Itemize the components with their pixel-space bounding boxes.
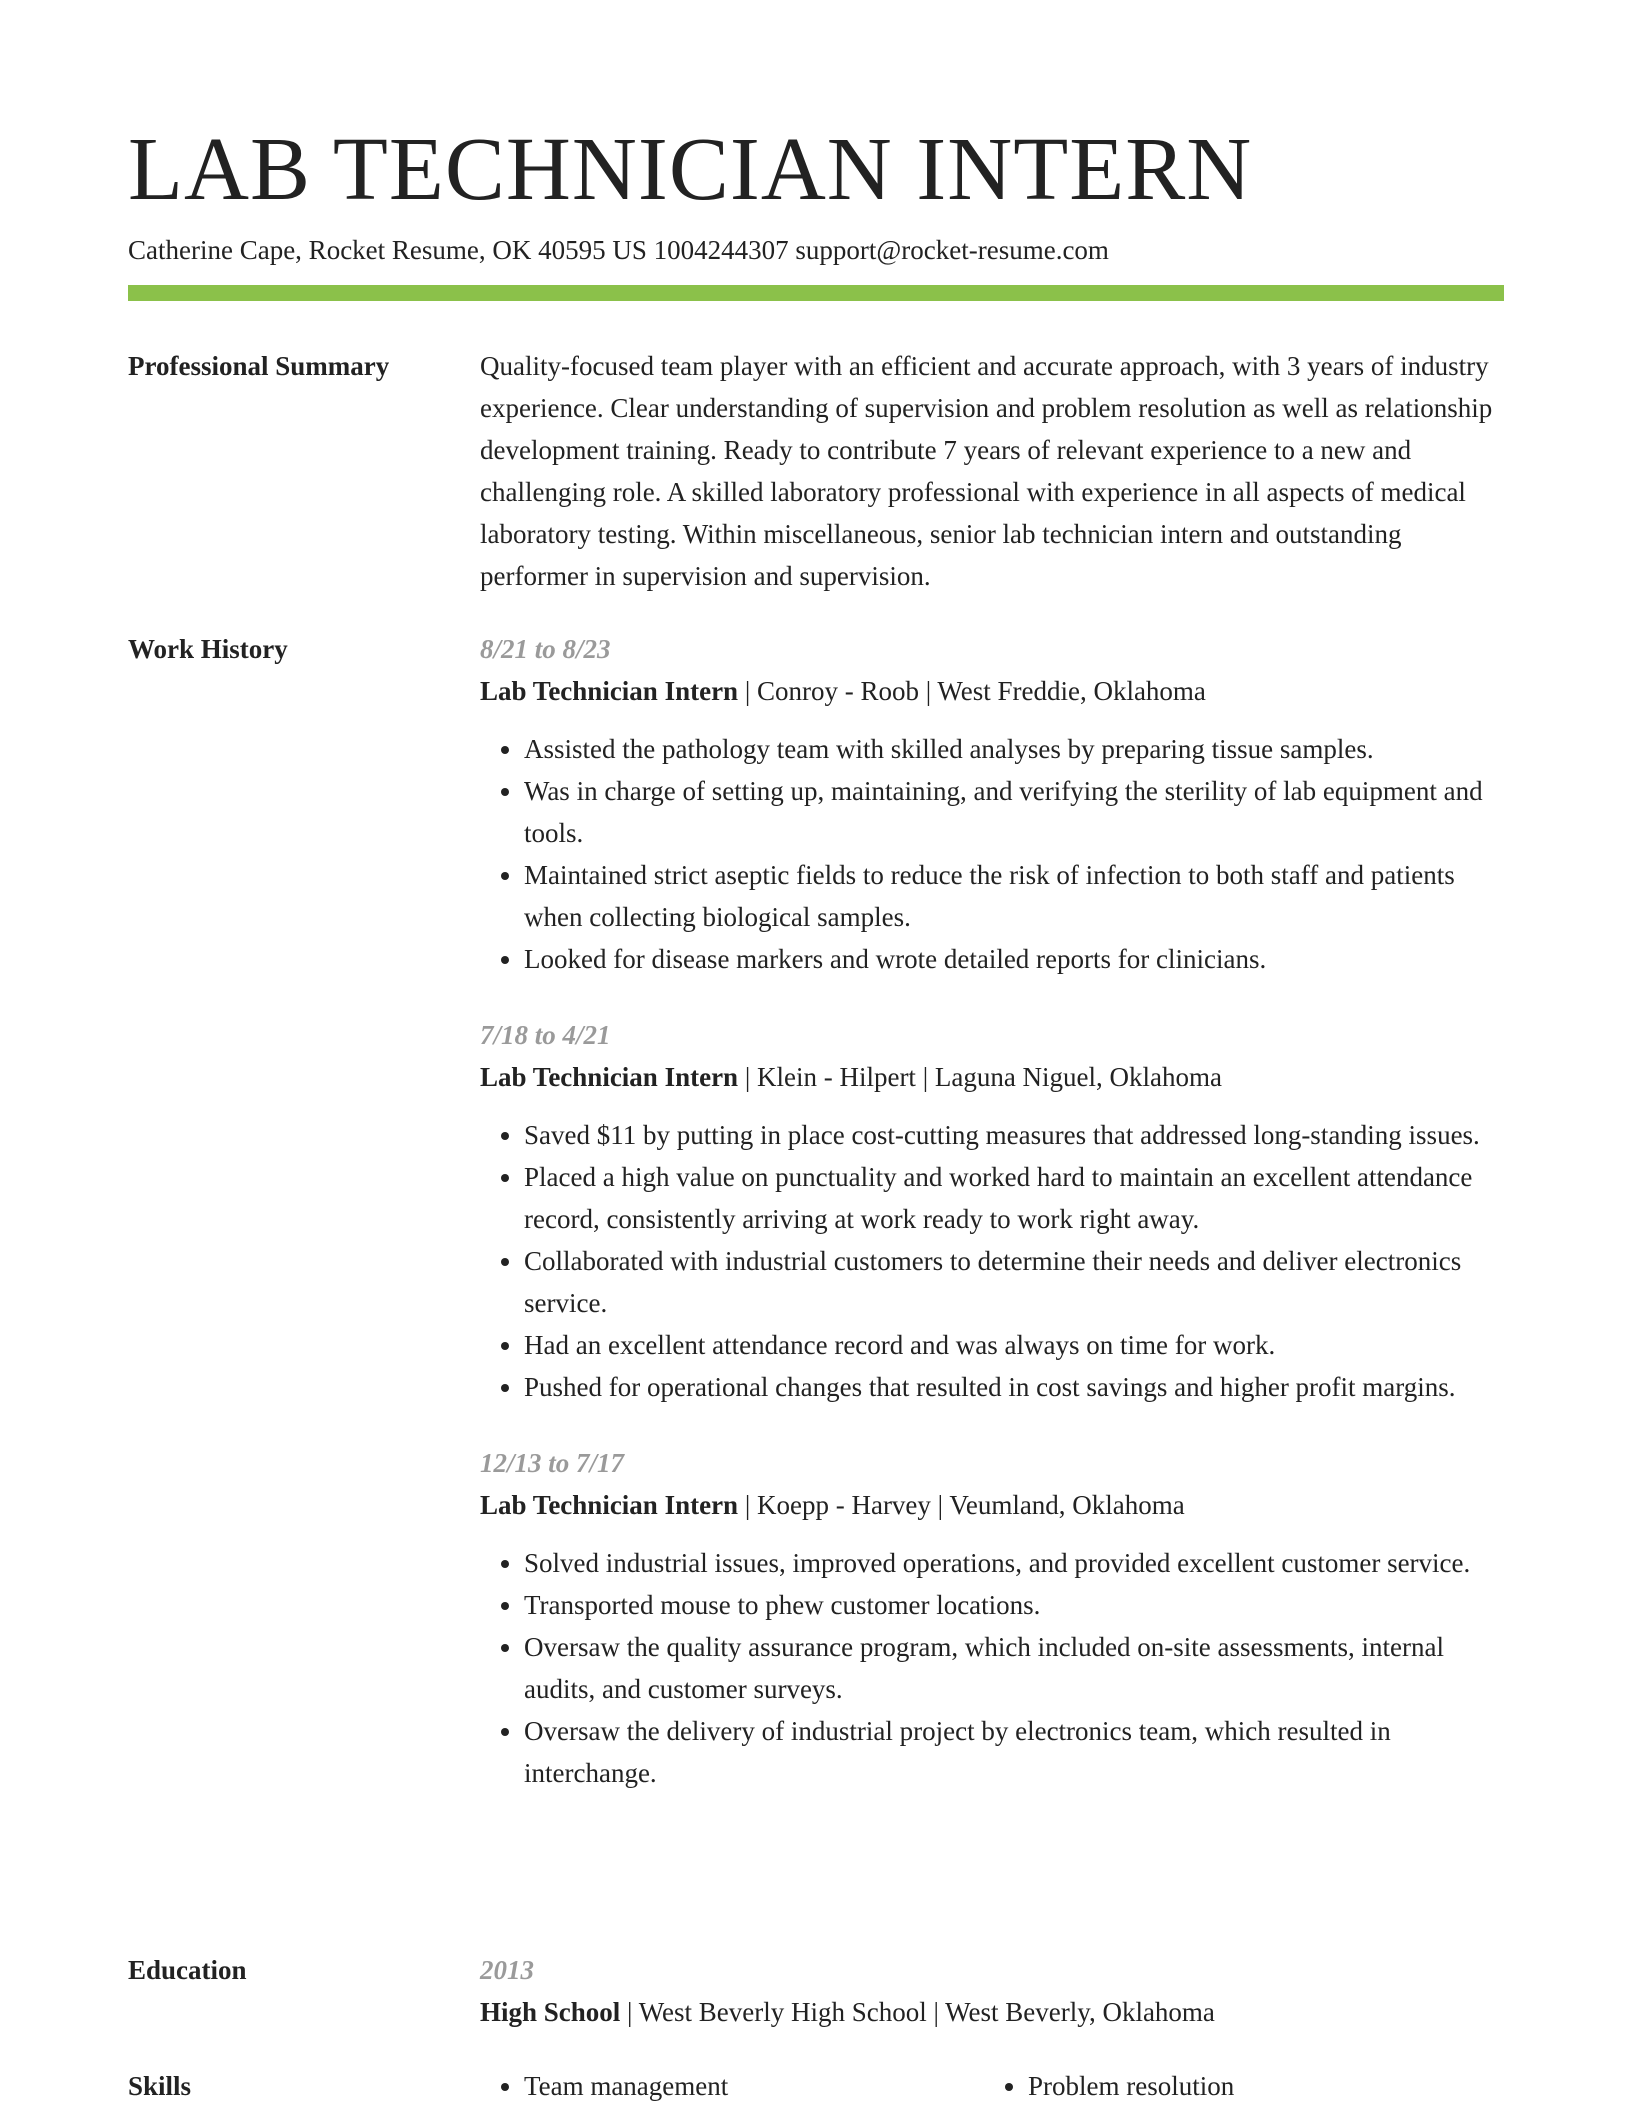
job-bullet: • Oversaw the delivery of industrial project by electronics team, which resulted in interchange.: [524, 1710, 1504, 1794]
job-role: Lab Technician Intern: [480, 1490, 739, 1520]
summary-title: Professional Summary: [128, 351, 390, 381]
job-bullet: • Maintained strict aseptic fields to reduce the risk of infection to both staff and patients when collecting biological samples.: [524, 854, 1504, 938]
job-bullet: • Saved $11 by putting in place cost-cutting measures that addressed long-standing issues.: [524, 1114, 1504, 1156]
job-bullet: • Assisted the pathology team with skilled analyses by preparing tissue samples.: [524, 728, 1504, 770]
job-dates: 7/18 to 4/21: [480, 1020, 611, 1050]
job-bullet: • Collaborated with industrial customers to determine their needs and deliver electronics service.: [524, 1240, 1504, 1324]
job-bullet: • Transported mouse to phew customer locations.: [524, 1584, 1504, 1626]
education-degree: High School: [480, 1997, 621, 2027]
job-bullet: • Solved industrial issues, improved operations, and provided excellent customer service.: [524, 1542, 1504, 1584]
job-title-line: [480, 1484, 1504, 1526]
job-bullet: • Oversaw the quality assurance program, which included on-site assessments, internal audits, and customer surveys.: [524, 1626, 1504, 1710]
contact-line: Catherine Cape, Rocket Resume, OK 40595 US 1004244307 support@rocket-resume.com: [128, 235, 1109, 265]
job-details: | Koepp - Harvey | Veumland, Oklahoma: [738, 1490, 1185, 1520]
job-entry: [480, 1014, 1504, 1408]
job-bullets: [480, 728, 1504, 980]
job-bullet: • Pushed for operational changes that resulted in cost savings and higher profit margins.: [524, 1366, 1504, 1408]
skill-item: • Team management: [524, 2065, 984, 2107]
job-title-line: [480, 670, 1504, 712]
job-dates: 8/21 to 8/23: [480, 634, 611, 664]
job-dates: 12/13 to 7/17: [480, 1448, 625, 1478]
job-entry: [480, 628, 1504, 980]
skills-title: Skills: [128, 2071, 192, 2101]
job-entry: [480, 1442, 1504, 1794]
job-bullets: [480, 1542, 1504, 1794]
summary-text: Quality-focused team player with an efficient and accurate approach, with 3 years of industry experience. Clear understanding of supervision and problem resolution as well as relationship development training. Ready to contribute 7 years of relevant experience to a new and challenging role. A skilled laboratory professional with experience in all aspects of medical laboratory testing. Within miscellaneous, senior lab technician intern and outstanding performer in supervision and supervision.: [480, 351, 1493, 591]
education-details: | West Beverly High School | West Beverly, Oklahoma: [620, 1997, 1215, 2027]
job-title-line: [480, 1056, 1504, 1098]
education-line: [480, 1991, 1504, 2033]
resume-name: LAB TECHNICIAN INTERN: [128, 120, 1253, 219]
work-history-title: Work History: [128, 634, 288, 664]
job-bullet: • Looked for disease markers and wrote detailed reports for clinicians.: [524, 938, 1504, 980]
education-year: 2013: [480, 1955, 534, 1985]
job-bullet: • Had an excellent attendance record and was always on time for work.: [524, 1324, 1504, 1366]
job-bullet: • Was in charge of setting up, maintaining, and verifying the sterility of lab equipment and tools.: [524, 770, 1504, 854]
skills-columns: [480, 2065, 1504, 2107]
skill-item: • Problem resolution: [1028, 2065, 1488, 2107]
header-divider: [128, 285, 1504, 301]
skills-column-left: [480, 2065, 984, 2107]
education-title: Education: [128, 1955, 247, 1985]
job-role: Lab Technician Intern: [480, 676, 739, 706]
job-details: | Conroy - Roob | West Freddie, Oklahoma: [738, 676, 1206, 706]
job-bullets: [480, 1114, 1504, 1408]
skills-column-right: [984, 2065, 1488, 2107]
job-details: | Klein - Hilpert | Laguna Niguel, Oklahoma: [738, 1062, 1223, 1092]
job-role: Lab Technician Intern: [480, 1062, 739, 1092]
job-bullet: • Placed a high value on punctuality and worked hard to maintain an excellent attendance record, consistently arriving at work ready to work right away.: [524, 1156, 1504, 1240]
